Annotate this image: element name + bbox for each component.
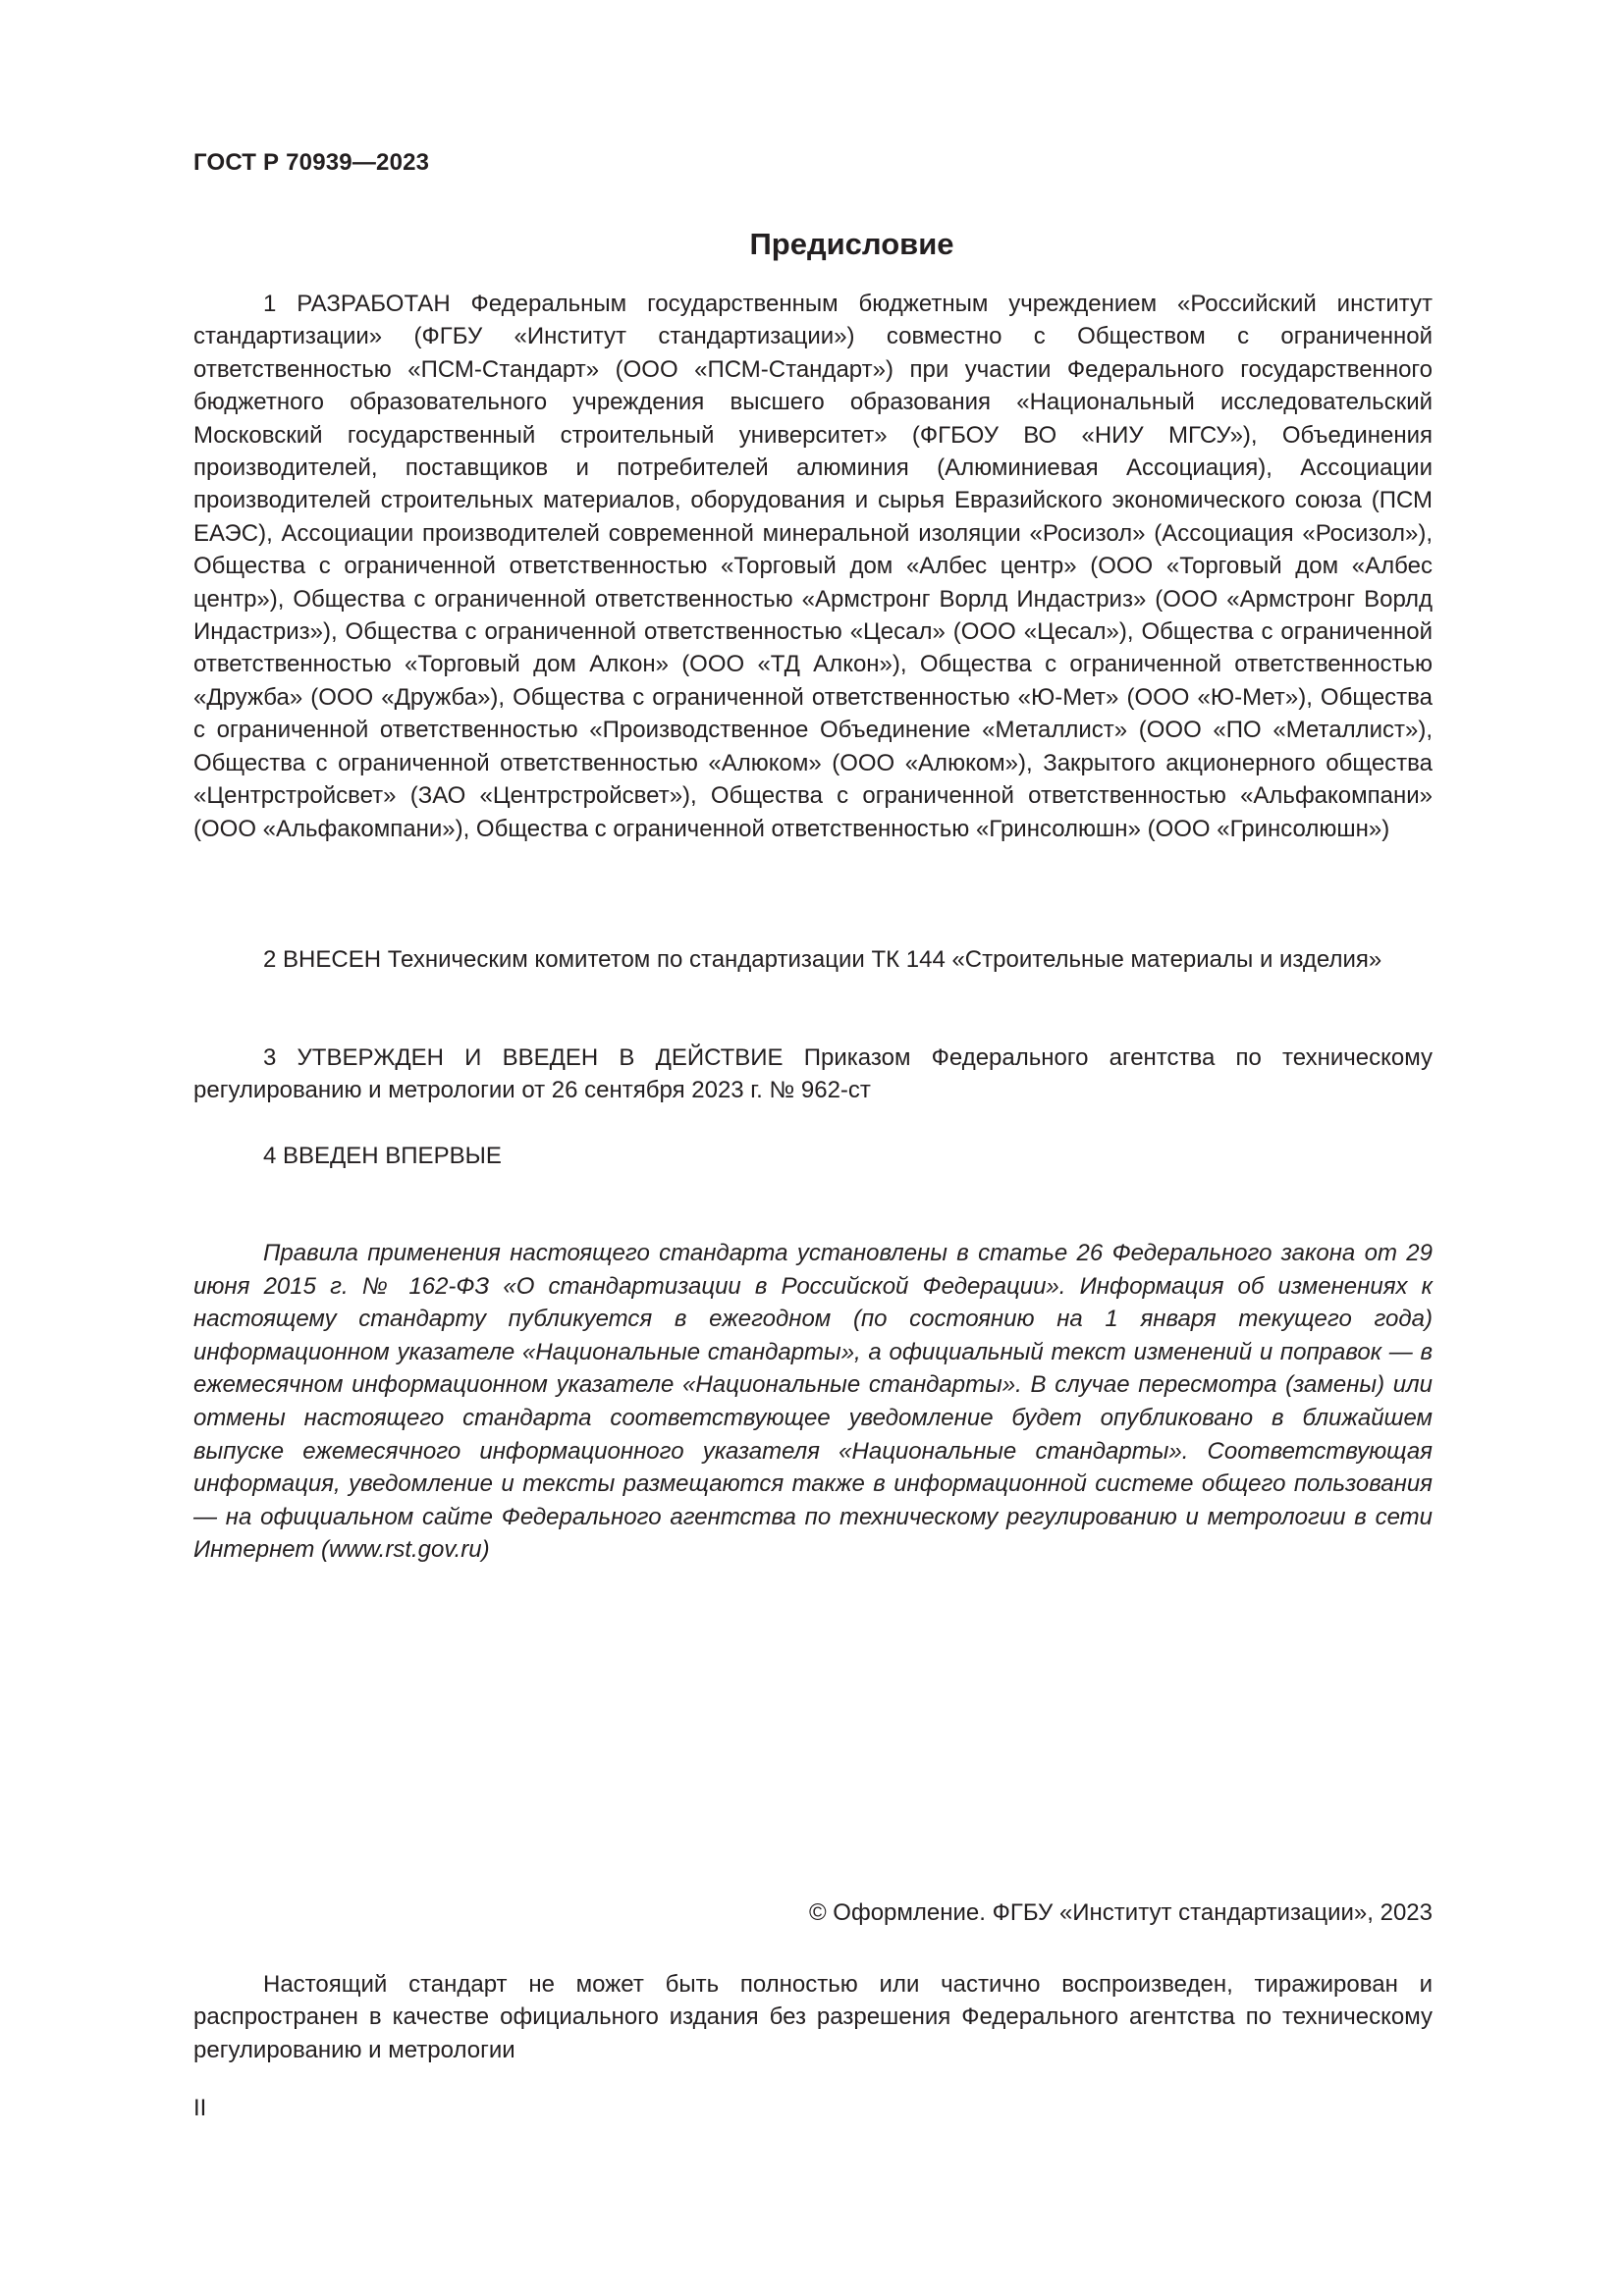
note-text: Правила применения настоящего стандарта установлены в статье 26 Федерального закона от 29 июня 2015 г. № 162-ФЗ «О стандартизации в Российской Федерации». Информация об изменениях к настоящему стандарту публикуется в ежегодном (по состоянию на 1 января текущего года) информационном указателе «Национальные стандарты», а официальный текст изменений и поправок — в ежемесячном информационном указателе «Национальные стандарты». В случае пересмотра (замены) или отмены настоящего стандарта соответствующее уведомление будет опубликовано в ближайшем выпуске ежемесячного информационного указателя «Национальные стандарты». Соответствующая информация, уведомление и тексты размещаются также в информационной системе общего пользования — на официальном сайте Федерального агентства по техническому регулированию и метрологии в сети Интернет (www.rst.gov.ru) [193, 1240, 1433, 1564]
page-number: II [193, 2095, 207, 2121]
reproduction-notice [193, 1968, 1433, 2066]
application-rules-note [193, 1237, 1433, 1567]
document-code-header: ГОСТ Р 70939—2023 [193, 149, 430, 176]
paragraph-introduced-by [193, 943, 1433, 976]
paragraph-first-introduced [193, 1140, 1433, 1172]
paragraph-developed-by [193, 288, 1433, 845]
paragraph-text: 4 ВВЕДЕН ВПЕРВЫЕ [263, 1143, 502, 1169]
page-title: Предисловие [749, 227, 954, 261]
paragraph-approved [193, 1041, 1433, 1107]
notice-text: Настоящий стандарт не может быть полностью или частично воспроизведен, тиражирован и распространен в качестве официального издания без разрешения Федерального агентства по техническому регулированию и метрологии [193, 1971, 1433, 2063]
paragraph-text: 1 РАЗРАБОТАН Федеральным государственным бюджетным учреждением «Российский институт стандартизации» (ФГБУ «Институт стандартизации») совместно с Обществом с ограниченной ответственностью «ПСМ-Стандарт» (ООО «ПСМ-Стандарт») при участии Федерального государственного бюджетного образовательного учреждения высшего образования «Национальный исследовательский Московский государственный строительный университет» (ФГБОУ ВО «НИУ МГСУ»), Объединения производителей, поставщиков и потребителей алюминия (Алюминиевая Ассоциация), Ассоциации производителей строительных материалов, оборудования и сырья Евразийского экономического союза (ПСМ ЕАЭС), Ассоциации производителей современной минеральной изоляции «Росизол» (Ассоциация «Росизол»), Общества с ограниченной ответственностью «Торговый дом «Албес центр» (ООО «Торговый дом «Албес центр»), Общества с ограниченной ответственностью «Армстронг Ворлд Индастриз» (ООО «Армстронг Ворлд Индастриз»), Общества с ограниченной ответственностью «Цесал» (ООО «Цесал»), Общества с ограниченной ответственностью «Торговый дом Алкон» (ООО «ТД Алкон»), Общества с ограниченной ответственностью «Дружба» (ООО «Дружба»), Общества с ограниченной ответственностью «Ю-Мет» (ООО «Ю-Мет»), Общества с ограниченной ответственностью «Производственное Объединение «Металлист» (ООО «ПО «Металлист»), Общества с ограниченной ответственностью «Алюком» (ООО «Алюком»), Закрытого акционерного общества «Центрстройсвет» (ЗАО «Центрстройсвет»), Общества с ограниченной ответственностью «Альфакомпани» (ООО «Альфакомпани»), Общества с ограниченной ответственностью «Гринсолюшн» (ООО «Гринсолюшн») [193, 291, 1433, 842]
copyright-line: © Оформление. ФГБУ «Институт стандартизации», 2023 [808, 1899, 1433, 1926]
paragraph-text: 3 УТВЕРЖДЕН И ВВЕДЕН В ДЕЙСТВИЕ Приказом Федерального агентства по техническому регулированию и метрологии от 26 сентября 2023 г. № 962-ст [193, 1044, 1433, 1104]
paragraph-text: 2 ВНЕСЕН Техническим комитетом по стандартизации ТК 144 «Строительные материалы и изделия» [263, 946, 1382, 973]
